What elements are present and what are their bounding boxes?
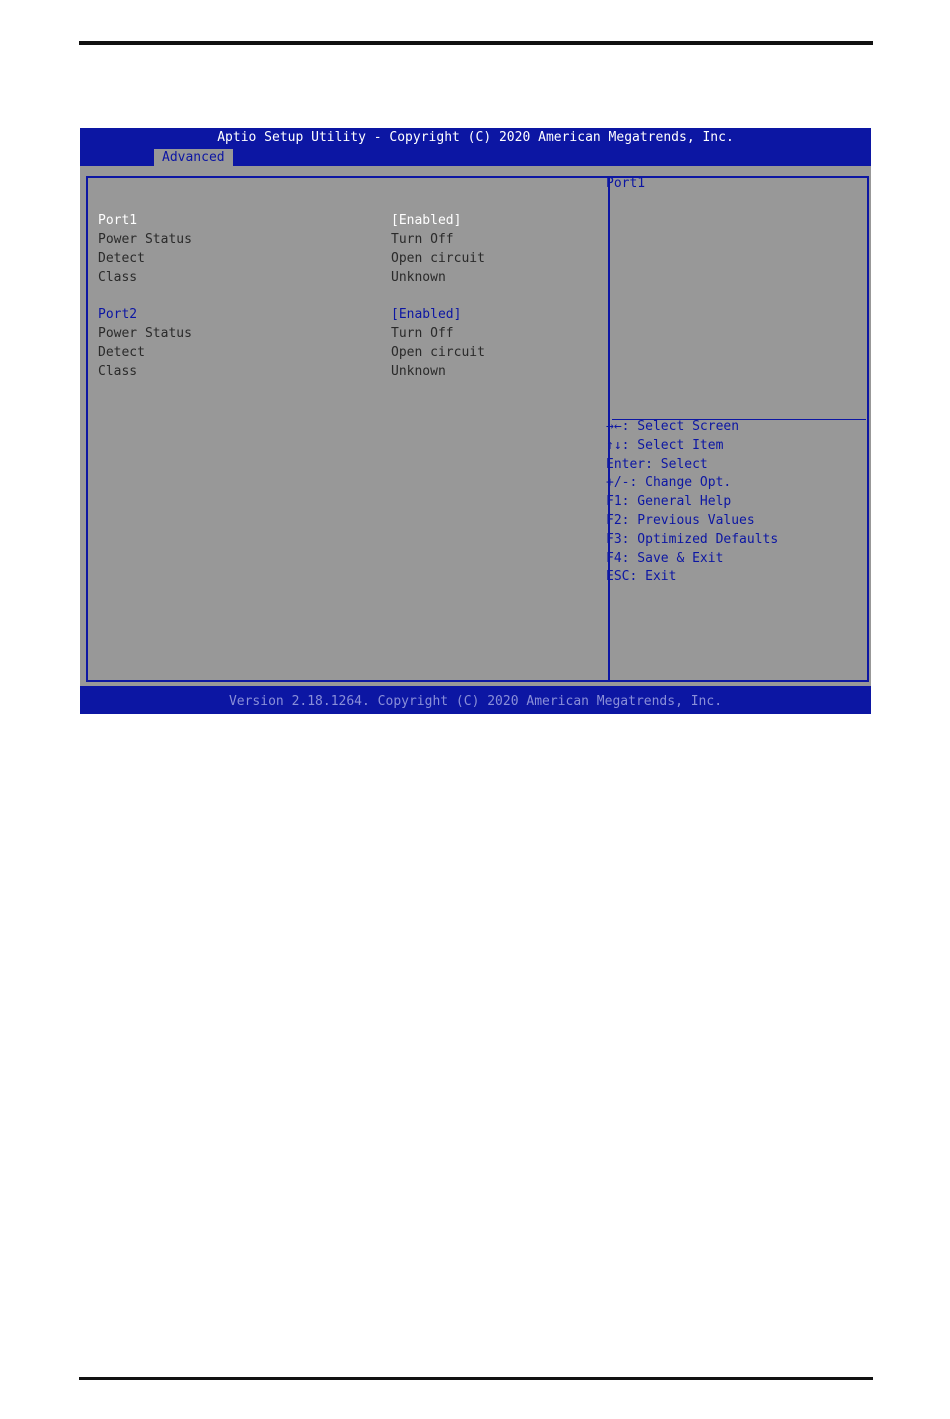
setting-label: Port1 <box>98 213 138 228</box>
bios-setup-screen <box>80 128 871 714</box>
key-change-opt: +/-: Change Opt. <box>606 475 732 491</box>
key-optimized-defaults: F3: Optimized Defaults <box>606 531 779 547</box>
setting-value: Turn Off <box>391 232 454 247</box>
setting-value[interactable]: [Enabled] <box>391 213 462 228</box>
setting-row-port2[interactable] <box>98 305 588 324</box>
key-select-screen: →←: Select Screen <box>606 419 740 434</box>
setting-value: Unknown <box>391 364 446 379</box>
setting-value: Open circuit <box>391 251 485 266</box>
setting-row-class <box>98 268 588 287</box>
tab-advanced[interactable]: Advanced <box>154 149 233 166</box>
settings-list <box>98 211 588 381</box>
setting-row-detect <box>98 343 588 362</box>
setting-row-power-status <box>98 324 588 343</box>
setting-value[interactable]: [Enabled] <box>391 307 462 322</box>
key-general-help: F1: General Help <box>606 494 732 510</box>
key-previous-values: F2: Previous Values <box>606 512 755 528</box>
item-help-text: Port1 <box>606 176 646 191</box>
key-select-item: ↑↓: Select Item <box>606 437 724 453</box>
key-legend <box>606 418 778 587</box>
bios-footer: Version 2.18.1264. Copyright (C) 2020 American Megatrends, Inc. <box>228 694 723 709</box>
setting-row-detect <box>98 249 588 268</box>
setting-label: Power Status <box>98 326 192 341</box>
page-bottom-rule <box>79 1377 873 1380</box>
setting-label: Detect <box>98 251 145 266</box>
setting-label: Power Status <box>98 232 192 247</box>
key-save-exit: F4: Save & Exit <box>606 550 724 566</box>
setting-row-port1[interactable] <box>98 211 588 230</box>
setting-row-power-status <box>98 230 588 249</box>
main-panel <box>80 166 871 686</box>
setting-row-class <box>98 362 588 381</box>
page-top-rule <box>79 41 873 45</box>
setting-label: Class <box>98 270 138 285</box>
bios-title: Aptio Setup Utility - Copyright (C) 2020 American Megatrends, Inc. <box>217 130 734 145</box>
setting-label: Detect <box>98 345 145 360</box>
tab-bar <box>80 148 871 166</box>
setting-value: Open circuit <box>391 345 485 360</box>
setting-value: Unknown <box>391 270 446 285</box>
key-enter-select: Enter: Select <box>606 456 708 472</box>
setting-label: Class <box>98 364 138 379</box>
row-spacer <box>98 287 588 305</box>
key-esc-exit: ESC: Exit <box>606 569 677 585</box>
setting-value: Turn Off <box>391 326 454 341</box>
setting-label: Port2 <box>98 307 138 322</box>
